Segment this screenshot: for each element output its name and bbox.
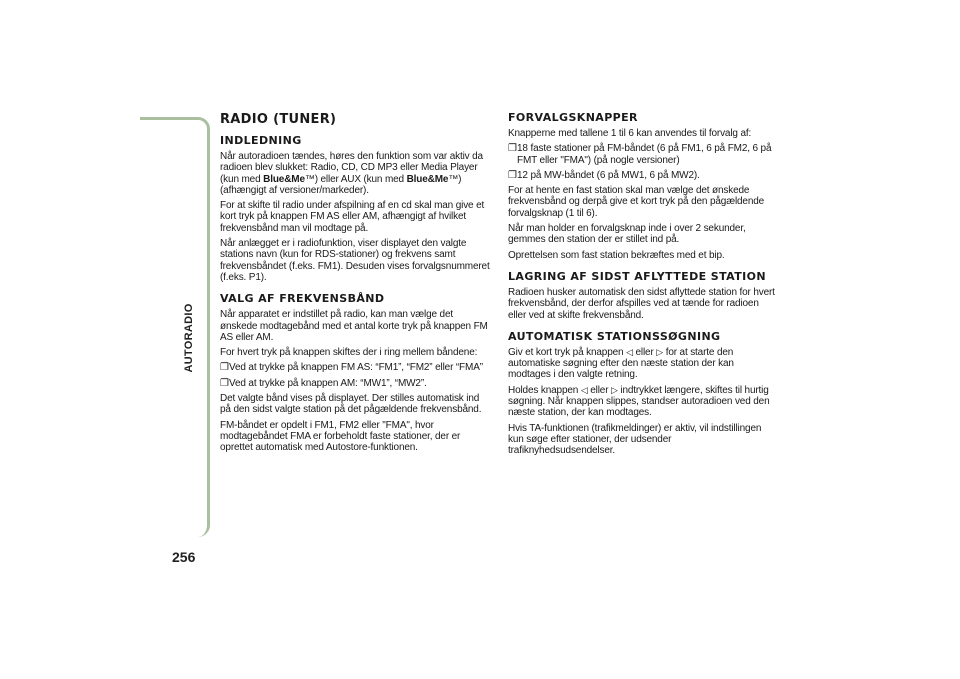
bullet-icon: ❐ — [220, 377, 229, 389]
bullet-icon: ❐ — [220, 362, 229, 374]
bullet-icon: ❐ — [508, 169, 517, 181]
band-bullet-1: ❐Ved at trykke på knappen FM AS: “FM1”, “FM2” eller “FMA” — [220, 362, 483, 374]
right-column — [508, 112, 776, 461]
search-paragraph-2: Holdes knappen ◁ eller ▷ indtrykket længere, skiftes til hurtig søgning. Når knappen slippes, standser autoradioen ved den næste station, der kan modtages. — [508, 384, 770, 419]
seek-left-icon: ◁ — [626, 346, 633, 357]
heading-save: LAGRING AF SIDST AFLYTTEDE STATION — [508, 269, 766, 283]
intro-paragraph-1: Når autoradioen tændes, høres den funktion som var aktiv da radioen blev slukket: Radio, CD, CD MP3 eller Media Player (kun med Blue&Me™) eller AUX (kun med Blue&Me™) (afhængigt af versioner/markeder). — [220, 151, 483, 196]
heading-preset: FORVALGSKNAPPER — [508, 111, 638, 124]
heading-search: AUTOMATISK STATIONSSØGNING — [508, 329, 721, 343]
left-column — [220, 112, 492, 458]
band-paragraph-3: Det valgte bånd vises på displayet. Der stilles automatisk ind på den sidst valgte station på det pågældende frekvensbånd. — [220, 393, 482, 416]
section-tab-label: AUTORADIO — [183, 303, 195, 373]
section-tab — [178, 303, 200, 373]
band-bullet-2: ❐Ved at trykke på knappen AM: “MW1”, “MW2”. — [220, 377, 427, 389]
preset-paragraph-4: Oprettelsen som fast station bekræftes med et bip. — [508, 249, 725, 261]
band-paragraph-1: Når apparatet er indstillet på radio, kan man vælge det ønskede modtagebånd med et antal korte tryk på knappen FM AS eller AM. — [220, 309, 488, 343]
save-paragraph-1: Radioen husker automatisk den sidst aflyttede station for hvert frekvensbånd, der derfor afspilles ved at tænde for radioen eller ved at skifte frekvensbånd. — [508, 286, 775, 321]
band-paragraph-4: FM-båndet er opdelt i FM1, FM2 eller "FMA", hvor modtagebåndet FMA er forbeholdt faste stationer, der er oprettet automatisk med Autostore-funktionen. — [220, 419, 461, 454]
page-number: 256 — [172, 549, 196, 565]
preset-paragraph-3: Når man holder en forvalgsknap inde i over 2 sekunder, gemmes den station der er stillet ind på. — [508, 223, 746, 246]
preset-bullet-2: ❐12 på MW-båndet (6 på MW1, 6 på MW2). — [508, 169, 700, 181]
heading-intro: INDLEDNING — [220, 134, 302, 147]
search-paragraph-3: Hvis TA-funktionen (trafikmeldinger) er aktiv, vil indstillingen kun søge efter stationer, der udsender trafiknyhedsudsendelser. — [508, 422, 762, 457]
preset-paragraph-2: For at hente en fast station skal man vælge det ønskede frekvensbånd og derpå give et kort tryk på den pågældende forvalgsknap (1 til 6). — [508, 185, 765, 219]
seek-left-icon: ◁ — [580, 384, 588, 395]
bullet-icon: ❐ — [508, 143, 517, 155]
brand-blue-me: Blue&Me — [406, 173, 449, 185]
preset-bullet-1: ❐18 faste stationer på FM-båndet (6 på FM1, 6 på FM2, 6 på FMT eller "FMA") (på nogle versioner) — [508, 143, 772, 166]
search-paragraph-1: Giv et kort tryk på knappen ◁ eller ▷ for at starte den automatiske søgning efter den næste station der kan modtages i den valgte retning. — [508, 346, 734, 381]
seek-right-icon: ▷ — [611, 384, 618, 395]
intro-paragraph-3: Når anlægget er i radiofunktion, viser displayet den valgte stations navn (kun for RDS-stationer) og frekvens samt frekvensbåndet (f.eks. FM1). Desuden vises forvalgsnummeret (f.eks. P1). — [220, 238, 490, 283]
seek-right-icon: ▷ — [656, 346, 664, 357]
intro-paragraph-2: For at skifte til radio under afspilning af en cd skal man give et kort tryk på knappen FM AS eller AM, afhængigt af hvilket frekvensbånd man vil modtage på. — [220, 200, 485, 234]
brand-blue-me: Blue&Me — [263, 173, 305, 185]
page-title: RADIO (TUNER) — [220, 112, 337, 127]
preset-paragraph-1: Knapperne med tallene 1 til 6 kan anvendes til forvalg af: — [508, 128, 752, 139]
band-paragraph-2: For hvert tryk på knappen skiftes der i ring mellem båndene: — [220, 347, 478, 359]
heading-band: VALG AF FREKVENSBÅND — [220, 292, 385, 306]
